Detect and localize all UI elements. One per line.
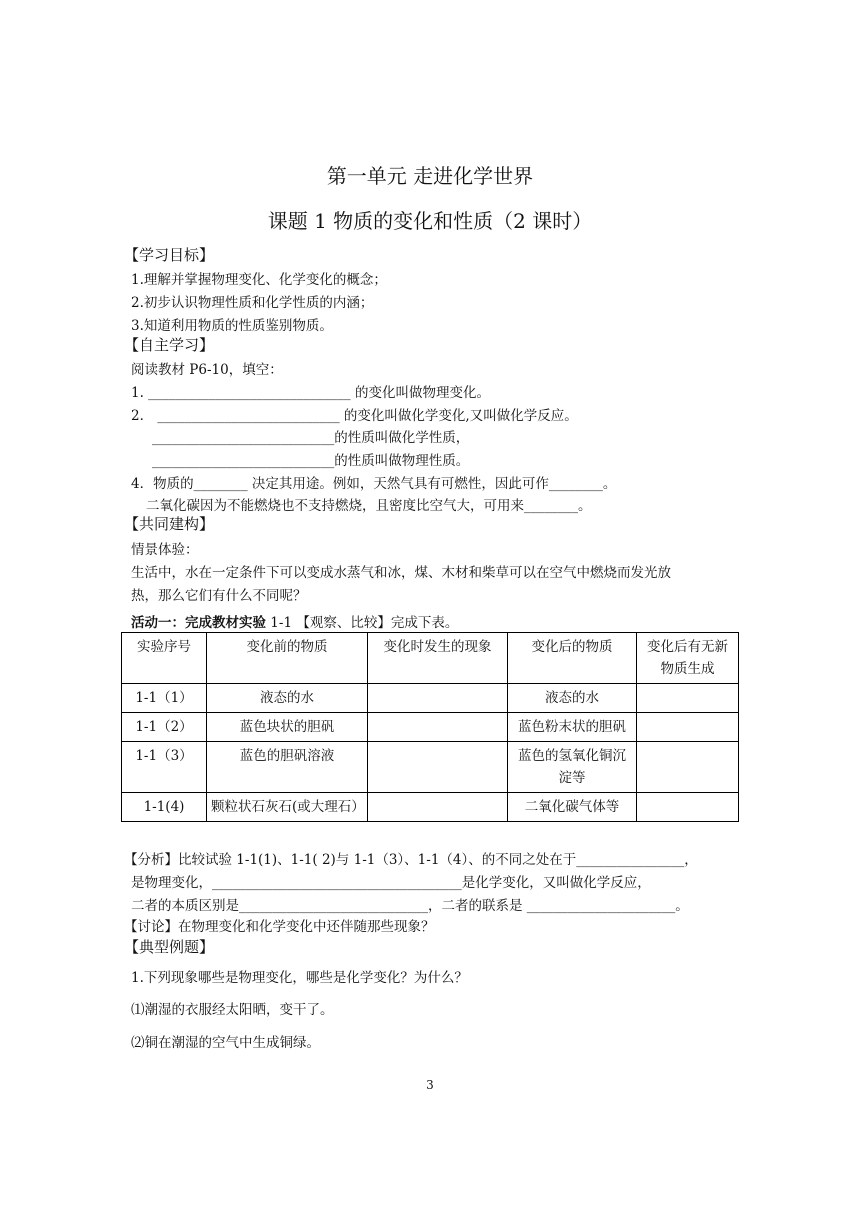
table-cell: 蓝色的胆矾溶液 — [207, 742, 368, 793]
fill-q4b: 二氧化碳因为不能燃烧也不支持燃烧，且密度比空气大，可用来________。 — [146, 498, 592, 514]
table-cell: 蓝色的氢氧化铜沉淀等 — [508, 742, 637, 793]
table-cell — [637, 742, 739, 793]
table-header-row — [122, 633, 739, 684]
fill-q1: 1. ______________________________ 的变化叫做物理变化。 — [131, 385, 490, 401]
table-cell: 蓝色粉末状的胆矾 — [508, 713, 637, 742]
section-examples: 【典型例题】 — [124, 938, 215, 956]
header-cell: 变化前的物质 — [207, 633, 368, 684]
discussion: 【讨论】在物理变化和化学变化中还伴随那些现象？ — [124, 919, 435, 935]
goal-1: 1.理解并掌握物理变化、化学变化的概念； — [131, 272, 387, 288]
table-cell: 液态的水 — [508, 684, 637, 713]
example-item-2: ⑵铜在潮湿的空气中生成铜绿。 — [131, 1035, 320, 1051]
fill-q2: 2． ___________________________ 的变化叫做化学变化,又叫做化学反应。 — [131, 408, 578, 424]
table-cell — [637, 793, 739, 822]
fill-q3b: ___________________________的性质叫做物理性质。 — [152, 453, 470, 469]
activity-heading — [131, 611, 458, 631]
section-self-study: 【自主学习】 — [124, 336, 215, 354]
table-row — [122, 742, 739, 793]
example-question: 1.下列现象哪些是物理变化，哪些是化学变化？为什么？ — [131, 970, 468, 986]
header-cell: 变化时发生的现象 — [368, 633, 508, 684]
analysis-line-1: 【分析】比较试验 1-1(1)、1-1( 2)与 1-1（3）、1-1（4）、的不同之处在于________________， — [124, 852, 698, 868]
goal-3: 3.知道利用物质的性质鉴别物质。 — [131, 318, 333, 334]
scenario-line-2: 热，那么它们有什么不同呢？ — [131, 588, 307, 604]
header-cell: 变化后的物质 — [508, 633, 637, 684]
header-cell: 实验序号 — [122, 633, 207, 684]
table-cell — [368, 684, 508, 713]
table-cell: 1-1（1） — [122, 684, 207, 713]
fill-q4: 4．物质的________ 决定其用途。例如，天然气具有可燃性，因此可作________。 — [131, 476, 617, 492]
fill-q3a: ___________________________的性质叫做化学性质， — [152, 430, 470, 446]
table-row — [122, 793, 739, 822]
table-cell — [368, 742, 508, 793]
table-row — [122, 684, 739, 713]
table-cell — [368, 793, 508, 822]
table-cell — [637, 684, 739, 713]
scenario-label: 情景体验： — [131, 542, 199, 558]
table-cell: 液态的水 — [207, 684, 368, 713]
table-cell: 颗粒状石灰石(或大理石） — [207, 793, 368, 822]
table-cell — [637, 713, 739, 742]
self-study-intro: 阅读教材 P6-10，填空： — [131, 362, 283, 378]
table-cell: 1-1(4) — [122, 793, 207, 822]
table-row — [122, 713, 739, 742]
analysis-line-3: 二者的本质区别是____________________________，二者的联系是 ______________________。 — [131, 898, 689, 914]
section-goals: 【学习目标】 — [124, 246, 215, 264]
goal-2: 2.初步认识物理性质和化学性质的内涵； — [131, 295, 374, 311]
lesson-title: 课题 1 物质的变化和性质（2 课时） — [267, 209, 593, 233]
table-cell — [368, 713, 508, 742]
header-cell: 变化后有无新物质生成 — [637, 633, 739, 684]
activity-heading-bold: 活动一：完成教材实验 — [131, 615, 266, 631]
example-item-1: ⑴潮湿的衣服经太阳晒，变干了。 — [131, 1002, 334, 1018]
experiment-table — [121, 632, 739, 822]
table-cell: 1-1（2） — [122, 713, 207, 742]
scenario-line-1: 生活中，水在一定条件下可以变成水蒸气和冰，煤、木材和柴草可以在空气中燃烧而发光放 — [131, 565, 671, 581]
table-cell: 1-1（3） — [122, 742, 207, 793]
unit-title: 第一单元 走进化学世界 — [326, 164, 534, 188]
analysis-line-2: 是物理变化，_____________________________________是化学变化，又叫做化学反应， — [131, 875, 651, 891]
page-number: 3 — [426, 1078, 434, 1092]
table-cell: 二氧化碳气体等 — [508, 793, 637, 822]
section-co-build: 【共同建构】 — [124, 515, 215, 533]
table-cell: 蓝色块状的胆矾 — [207, 713, 368, 742]
activity-heading-rest: 1-1 【观察、比较】完成下表。 — [266, 615, 459, 631]
